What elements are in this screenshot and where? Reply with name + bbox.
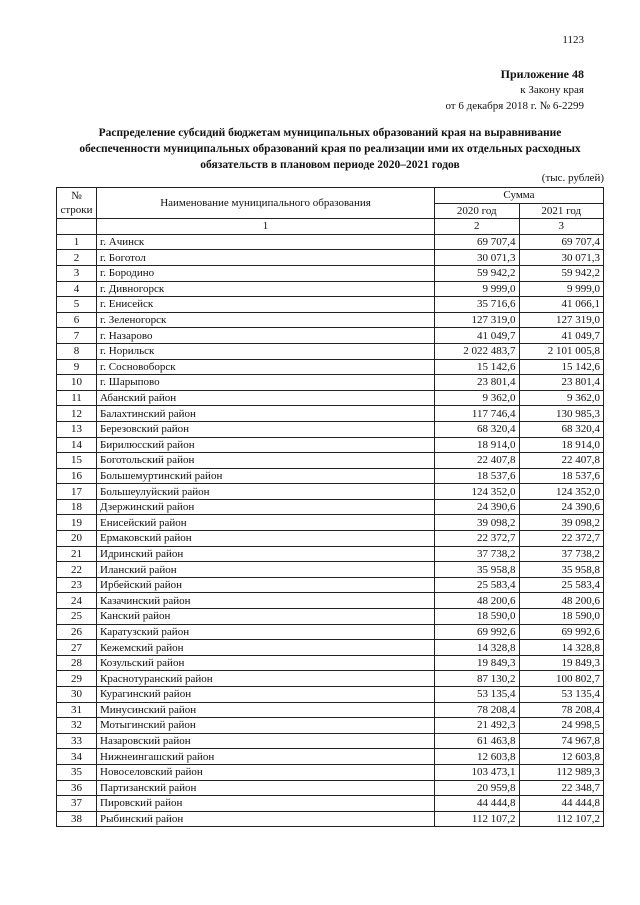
document-title xyxy=(60,125,600,173)
name-cell: Ирбейский район xyxy=(97,577,435,593)
value-2020-cell: 12 603,8 xyxy=(435,749,520,765)
row-number-cell: 13 xyxy=(57,421,97,437)
table-row xyxy=(57,562,604,578)
table-row xyxy=(57,624,604,640)
table-row xyxy=(57,609,604,625)
value-2020-cell: 18 590,0 xyxy=(435,609,520,625)
name-cell: г. Норильск xyxy=(97,343,435,359)
table-row xyxy=(57,297,604,313)
row-number-cell: 7 xyxy=(57,328,97,344)
row-number-cell: 30 xyxy=(57,687,97,703)
value-2021-cell: 130 985,3 xyxy=(519,406,604,422)
value-2020-cell: 15 142,6 xyxy=(435,359,520,375)
row-number-cell: 17 xyxy=(57,484,97,500)
value-2021-cell: 48 200,6 xyxy=(519,593,604,609)
table-row xyxy=(57,780,604,796)
table-body xyxy=(57,234,604,827)
value-2021-cell: 41 066,1 xyxy=(519,297,604,313)
name-cell: г. Ачинск xyxy=(97,234,435,250)
name-cell: Иланский район xyxy=(97,562,435,578)
row-number-cell: 6 xyxy=(57,312,97,328)
header-2021: 2021 год xyxy=(519,203,604,219)
row-number-cell: 24 xyxy=(57,593,97,609)
table-row xyxy=(57,250,604,266)
value-2021-cell: 127 319,0 xyxy=(519,312,604,328)
appendix-line-2: от 6 декабря 2018 г. № 6-2299 xyxy=(445,100,584,112)
value-2021-cell: 24 390,6 xyxy=(519,499,604,515)
value-2021-cell: 35 958,8 xyxy=(519,562,604,578)
row-number-cell: 36 xyxy=(57,780,97,796)
value-2020-cell: 22 407,8 xyxy=(435,453,520,469)
row-number-cell: 19 xyxy=(57,515,97,531)
value-2020-cell: 18 914,0 xyxy=(435,437,520,453)
name-cell: Березовский район xyxy=(97,421,435,437)
value-2021-cell: 19 849,3 xyxy=(519,655,604,671)
name-cell: Козульский район xyxy=(97,655,435,671)
table-row xyxy=(57,359,604,375)
value-2020-cell: 39 098,2 xyxy=(435,515,520,531)
header-sum: Сумма xyxy=(435,188,604,204)
subsidy-table xyxy=(56,187,604,827)
row-number-cell: 1 xyxy=(57,234,97,250)
value-2021-cell: 2 101 005,8 xyxy=(519,343,604,359)
name-cell: Абанский район xyxy=(97,390,435,406)
value-2020-cell: 20 959,8 xyxy=(435,780,520,796)
value-2020-cell: 117 746,4 xyxy=(435,406,520,422)
column-number-blank xyxy=(57,219,97,235)
name-cell: Нижнеингашский район xyxy=(97,749,435,765)
name-cell: Назаровский район xyxy=(97,733,435,749)
name-cell: Мотыгинский район xyxy=(97,718,435,734)
value-2021-cell: 9 999,0 xyxy=(519,281,604,297)
row-number-cell: 23 xyxy=(57,577,97,593)
value-2021-cell: 18 914,0 xyxy=(519,437,604,453)
value-2021-cell: 68 320,4 xyxy=(519,421,604,437)
row-number-cell: 14 xyxy=(57,437,97,453)
row-number-cell: 28 xyxy=(57,655,97,671)
value-2020-cell: 2 022 483,7 xyxy=(435,343,520,359)
name-cell: г. Енисейск xyxy=(97,297,435,313)
row-number-cell: 37 xyxy=(57,796,97,812)
value-2021-cell: 74 967,8 xyxy=(519,733,604,749)
value-2020-cell: 44 444,8 xyxy=(435,796,520,812)
value-2021-cell: 59 942,2 xyxy=(519,265,604,281)
value-2020-cell: 78 208,4 xyxy=(435,702,520,718)
name-cell: г. Боготол xyxy=(97,250,435,266)
name-cell: Канский район xyxy=(97,609,435,625)
value-2021-cell: 24 998,5 xyxy=(519,718,604,734)
column-numbers-row xyxy=(57,219,604,235)
name-cell: г. Бородино xyxy=(97,265,435,281)
value-2020-cell: 61 463,8 xyxy=(435,733,520,749)
name-cell: Боготольский район xyxy=(97,453,435,469)
table-row xyxy=(57,468,604,484)
value-2021-cell: 12 603,8 xyxy=(519,749,604,765)
appendix-title: Приложение 48 xyxy=(500,67,584,81)
value-2020-cell: 22 372,7 xyxy=(435,531,520,547)
value-2021-cell: 23 801,4 xyxy=(519,375,604,391)
table-row xyxy=(57,406,604,422)
table-row xyxy=(57,655,604,671)
value-2020-cell: 18 537,6 xyxy=(435,468,520,484)
value-2021-cell: 124 352,0 xyxy=(519,484,604,500)
name-cell: Большеулуйский район xyxy=(97,484,435,500)
value-2020-cell: 69 992,6 xyxy=(435,624,520,640)
name-cell: Ермаковский район xyxy=(97,531,435,547)
value-2021-cell: 69 707,4 xyxy=(519,234,604,250)
value-2020-cell: 103 473,1 xyxy=(435,764,520,780)
table-row xyxy=(57,281,604,297)
value-2020-cell: 21 492,3 xyxy=(435,718,520,734)
name-cell: Большемуртинский район xyxy=(97,468,435,484)
row-number-cell: 29 xyxy=(57,671,97,687)
value-2020-cell: 124 352,0 xyxy=(435,484,520,500)
value-2020-cell: 24 390,6 xyxy=(435,499,520,515)
row-number-cell: 20 xyxy=(57,531,97,547)
row-number-cell: 4 xyxy=(57,281,97,297)
column-number-3: 3 xyxy=(519,219,604,235)
table-row xyxy=(57,390,604,406)
name-cell: г. Дивногорск xyxy=(97,281,435,297)
value-2021-cell: 44 444,8 xyxy=(519,796,604,812)
column-number-1: 1 xyxy=(97,219,435,235)
table-row xyxy=(57,546,604,562)
value-2020-cell: 69 707,4 xyxy=(435,234,520,250)
value-2021-cell: 15 142,6 xyxy=(519,359,604,375)
value-2021-cell: 22 372,7 xyxy=(519,531,604,547)
value-2021-cell: 112 989,3 xyxy=(519,764,604,780)
value-2021-cell: 78 208,4 xyxy=(519,702,604,718)
value-2020-cell: 23 801,4 xyxy=(435,375,520,391)
value-2020-cell: 53 135,4 xyxy=(435,687,520,703)
value-2020-cell: 68 320,4 xyxy=(435,421,520,437)
table-row xyxy=(57,733,604,749)
value-2020-cell: 48 200,6 xyxy=(435,593,520,609)
row-number-cell: 32 xyxy=(57,718,97,734)
value-2020-cell: 9 362,0 xyxy=(435,390,520,406)
appendix-block xyxy=(445,66,584,114)
table-row xyxy=(57,515,604,531)
value-2020-cell: 35 958,8 xyxy=(435,562,520,578)
value-2021-cell: 18 590,0 xyxy=(519,609,604,625)
header-row-number: № строки xyxy=(57,188,97,219)
row-number-cell: 21 xyxy=(57,546,97,562)
value-2020-cell: 30 071,3 xyxy=(435,250,520,266)
value-2020-cell: 35 716,6 xyxy=(435,297,520,313)
name-cell: Минусинский район xyxy=(97,702,435,718)
value-2021-cell: 14 328,8 xyxy=(519,640,604,656)
value-2020-cell: 41 049,7 xyxy=(435,328,520,344)
table-row xyxy=(57,265,604,281)
table-row xyxy=(57,702,604,718)
row-number-cell: 9 xyxy=(57,359,97,375)
value-2020-cell: 59 942,2 xyxy=(435,265,520,281)
table-row xyxy=(57,312,604,328)
name-cell: Каратузский район xyxy=(97,624,435,640)
name-cell: Рыбинский район xyxy=(97,811,435,827)
table-row xyxy=(57,749,604,765)
name-cell: Бирилюсский район xyxy=(97,437,435,453)
row-number-cell: 11 xyxy=(57,390,97,406)
name-cell: Краснотуранский район xyxy=(97,671,435,687)
table-row xyxy=(57,811,604,827)
value-2021-cell: 18 537,6 xyxy=(519,468,604,484)
value-2021-cell: 112 107,2 xyxy=(519,811,604,827)
name-cell: Курагинский район xyxy=(97,687,435,703)
row-number-cell: 35 xyxy=(57,764,97,780)
table-row xyxy=(57,718,604,734)
value-2020-cell: 87 130,2 xyxy=(435,671,520,687)
row-number-cell: 31 xyxy=(57,702,97,718)
table-row xyxy=(57,437,604,453)
row-number-cell: 18 xyxy=(57,499,97,515)
table-row xyxy=(57,453,604,469)
row-number-cell: 38 xyxy=(57,811,97,827)
table-row xyxy=(57,484,604,500)
row-number-cell: 3 xyxy=(57,265,97,281)
value-2021-cell: 53 135,4 xyxy=(519,687,604,703)
table-row xyxy=(57,234,604,250)
value-2021-cell: 69 992,6 xyxy=(519,624,604,640)
value-2021-cell: 39 098,2 xyxy=(519,515,604,531)
value-2021-cell: 22 348,7 xyxy=(519,780,604,796)
value-2020-cell: 14 328,8 xyxy=(435,640,520,656)
table-row xyxy=(57,499,604,515)
name-cell: Идринский район xyxy=(97,546,435,562)
table-row xyxy=(57,764,604,780)
value-2020-cell: 127 319,0 xyxy=(435,312,520,328)
name-cell: Казачинский район xyxy=(97,593,435,609)
units-label: (тыс. рублей) xyxy=(541,172,604,184)
table-row xyxy=(57,531,604,547)
name-cell: г. Сосновоборск xyxy=(97,359,435,375)
row-number-cell: 16 xyxy=(57,468,97,484)
row-number-cell: 33 xyxy=(57,733,97,749)
name-cell: г. Назарово xyxy=(97,328,435,344)
name-cell: г. Шарыпово xyxy=(97,375,435,391)
page-number: 1123 xyxy=(562,34,584,46)
table-row xyxy=(57,640,604,656)
table-row xyxy=(57,687,604,703)
table-row xyxy=(57,328,604,344)
title-line-1: Распределение субсидий бюджетам муниципальных образований края на выравнивание xyxy=(98,127,562,139)
row-number-cell: 8 xyxy=(57,343,97,359)
name-cell: г. Зеленогорск xyxy=(97,312,435,328)
table-row xyxy=(57,375,604,391)
appendix-line-1: к Закону края xyxy=(520,84,584,96)
value-2020-cell: 37 738,2 xyxy=(435,546,520,562)
value-2020-cell: 19 849,3 xyxy=(435,655,520,671)
name-cell: Балахтинский район xyxy=(97,406,435,422)
row-number-cell: 22 xyxy=(57,562,97,578)
value-2020-cell: 112 107,2 xyxy=(435,811,520,827)
name-cell: Кежемский район xyxy=(97,640,435,656)
name-cell: Енисейский район xyxy=(97,515,435,531)
row-number-cell: 2 xyxy=(57,250,97,266)
row-number-cell: 26 xyxy=(57,624,97,640)
value-2021-cell: 100 802,7 xyxy=(519,671,604,687)
table-row xyxy=(57,671,604,687)
row-number-cell: 25 xyxy=(57,609,97,625)
value-2020-cell: 25 583,4 xyxy=(435,577,520,593)
table-row xyxy=(57,593,604,609)
column-number-2: 2 xyxy=(435,219,520,235)
header-name: Наименование муниципального образования xyxy=(97,188,435,219)
row-number-cell: 5 xyxy=(57,297,97,313)
name-cell: Новоселовский район xyxy=(97,764,435,780)
value-2021-cell: 9 362,0 xyxy=(519,390,604,406)
name-cell: Партизанский район xyxy=(97,780,435,796)
value-2021-cell: 37 738,2 xyxy=(519,546,604,562)
row-number-cell: 12 xyxy=(57,406,97,422)
title-line-3: обязательств в плановом периоде 2020–2021 годов xyxy=(200,159,460,171)
row-number-cell: 10 xyxy=(57,375,97,391)
value-2021-cell: 25 583,4 xyxy=(519,577,604,593)
table-row xyxy=(57,421,604,437)
title-line-2: обеспеченности муниципальных образований края по реализации ими их отдельных расходных xyxy=(79,143,581,155)
value-2020-cell: 9 999,0 xyxy=(435,281,520,297)
name-cell: Дзержинский район xyxy=(97,499,435,515)
row-number-cell: 27 xyxy=(57,640,97,656)
value-2021-cell: 41 049,7 xyxy=(519,328,604,344)
table-row xyxy=(57,577,604,593)
value-2021-cell: 30 071,3 xyxy=(519,250,604,266)
table-row xyxy=(57,343,604,359)
row-number-cell: 34 xyxy=(57,749,97,765)
value-2021-cell: 22 407,8 xyxy=(519,453,604,469)
header-2020: 2020 год xyxy=(435,203,520,219)
row-number-cell: 15 xyxy=(57,453,97,469)
name-cell: Пировский район xyxy=(97,796,435,812)
table-row xyxy=(57,796,604,812)
